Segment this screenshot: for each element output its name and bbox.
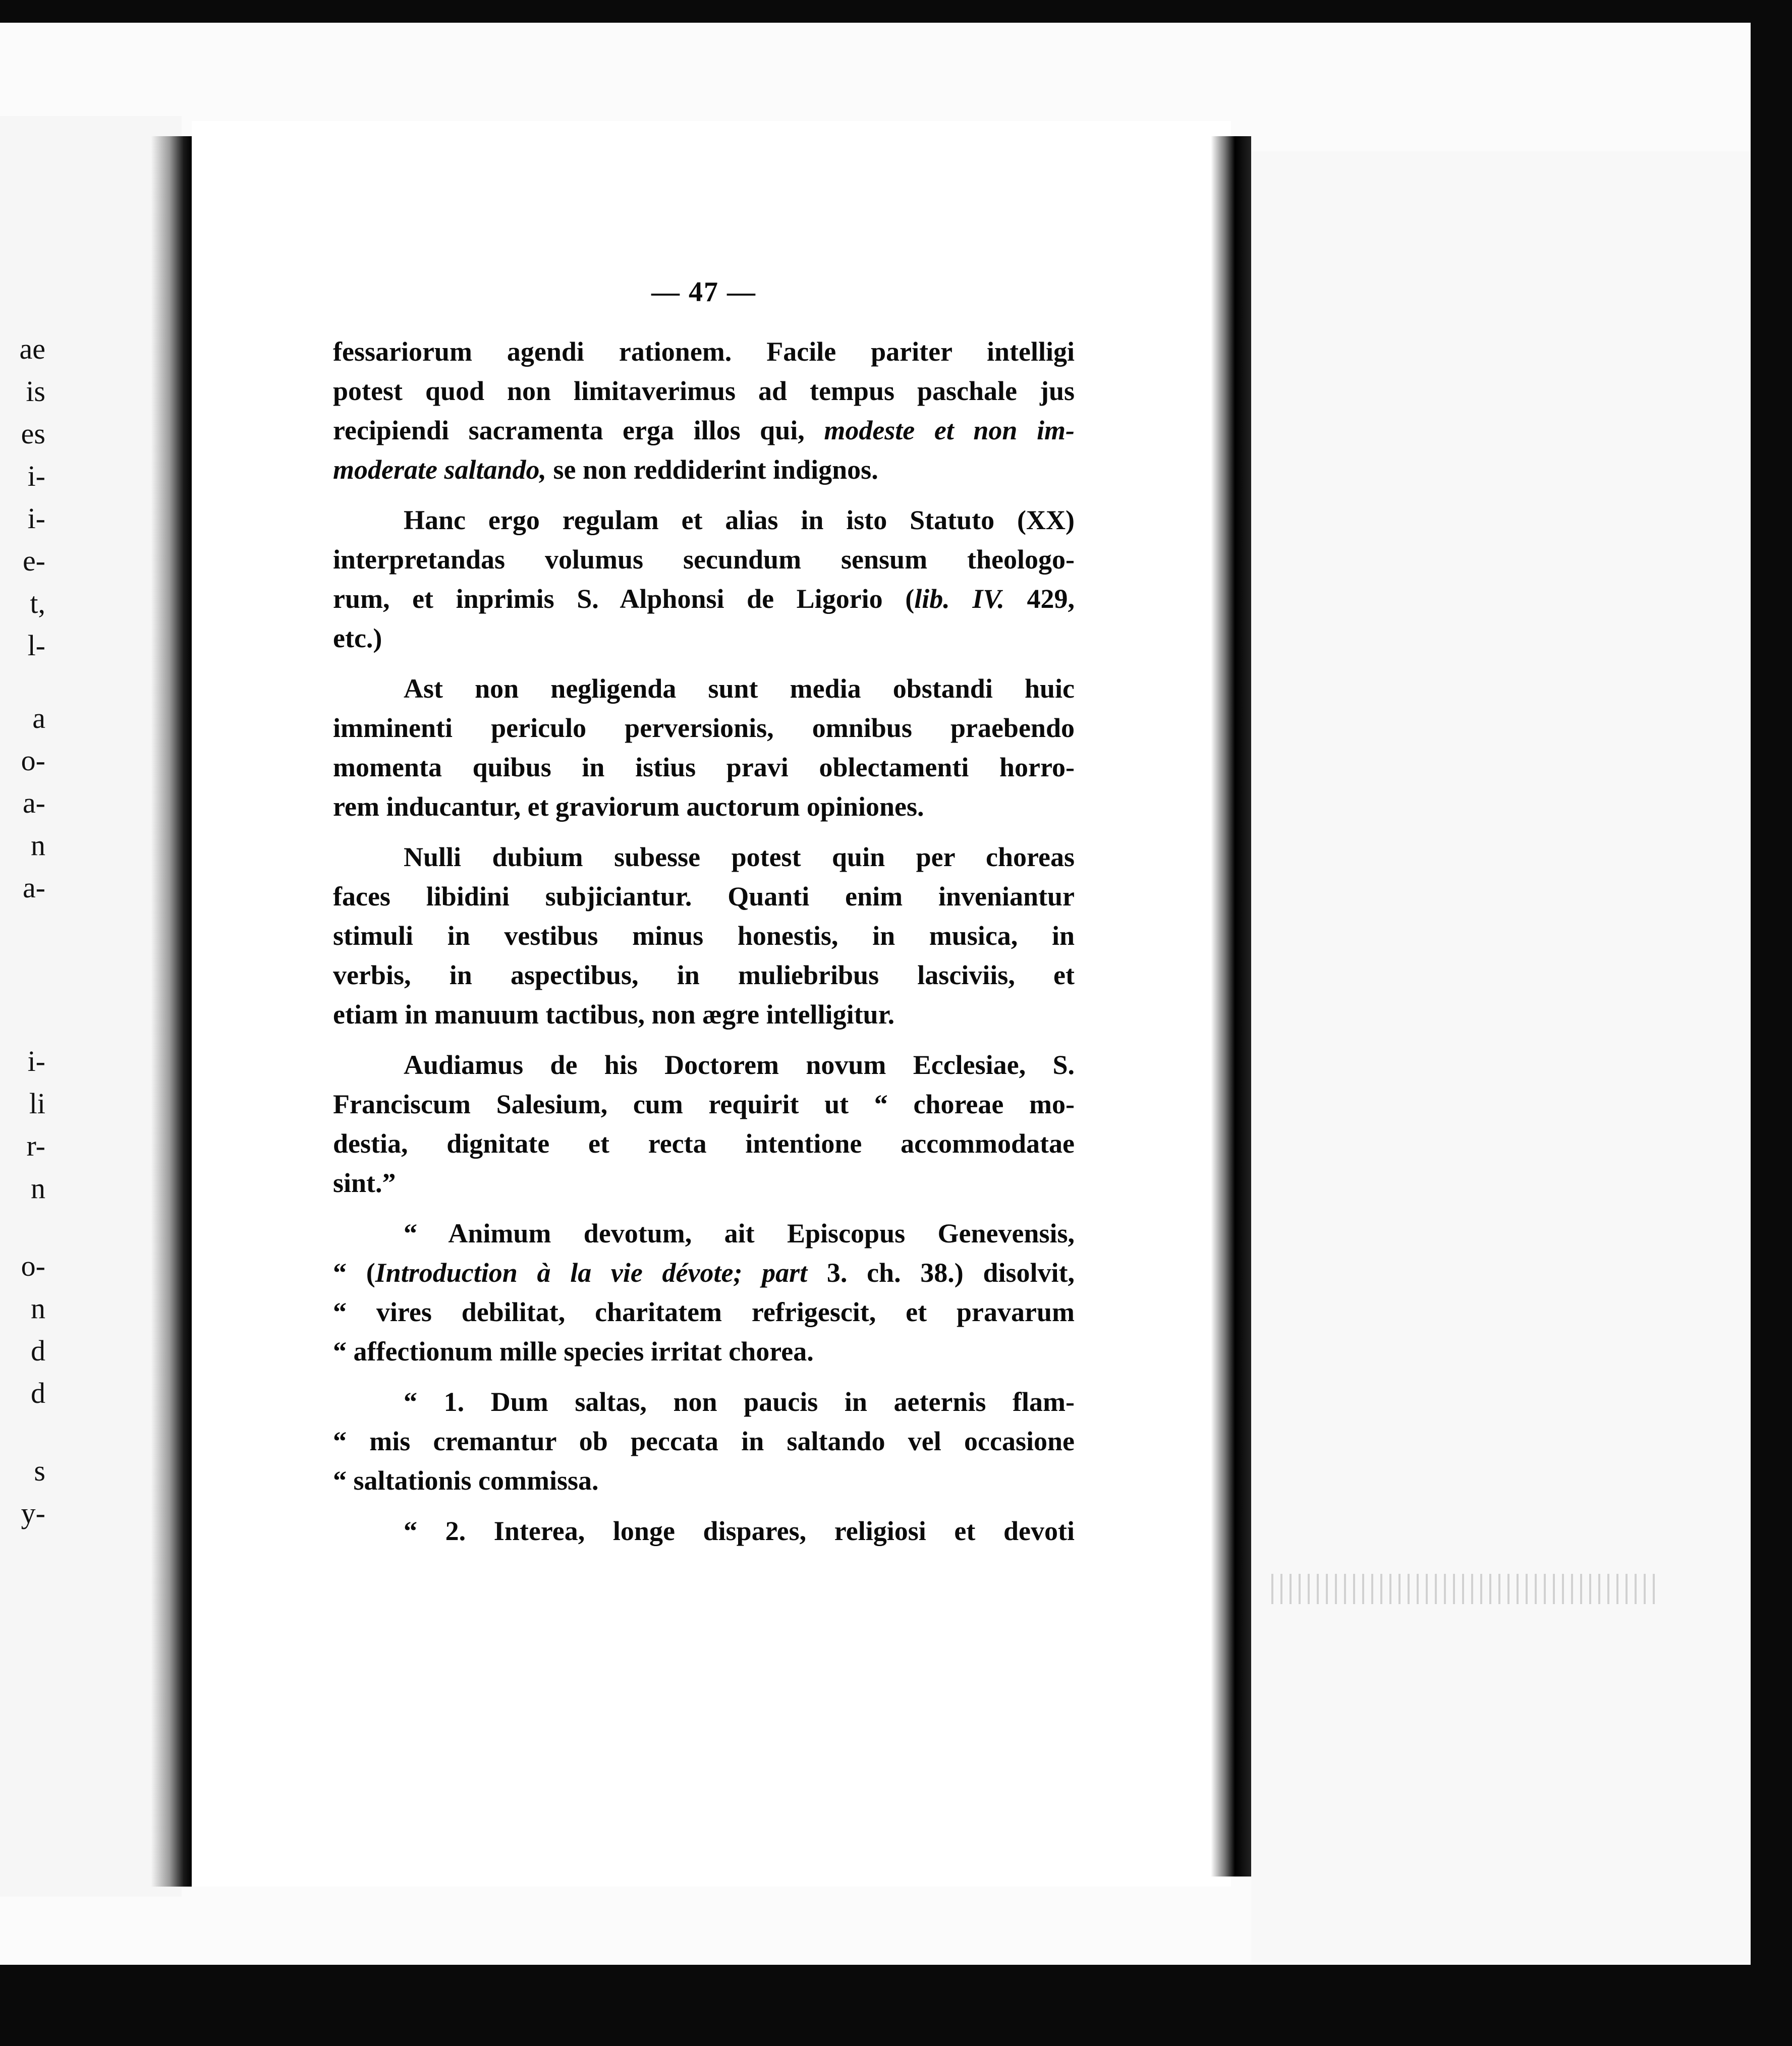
- left-fragment: o-: [21, 744, 45, 777]
- left-fragment: r-: [26, 1129, 45, 1162]
- text-run: recipiendi sacramenta erga illos qui,: [333, 415, 805, 445]
- paragraph: [333, 1045, 1075, 1203]
- left-fragment: i-: [27, 1045, 45, 1077]
- text-line: Audiamus de his Doctorem novum Ecclesiae, S.: [404, 1050, 1075, 1080]
- text-line: Franciscum Salesium, cum requirit ut “ choreae mo-: [333, 1089, 1075, 1119]
- left-fragment: li: [29, 1087, 45, 1120]
- left-fragment: y-: [21, 1497, 45, 1529]
- left-fragment: s: [34, 1454, 45, 1487]
- paragraph: [333, 500, 1075, 658]
- italic-run: modeste et non im-: [824, 415, 1075, 445]
- text-line: “ vires debilitat, charitatem refrigescit, et pravarum: [333, 1297, 1075, 1327]
- text-line: stimuli in vestibus minus honestis, in musica, in: [333, 921, 1075, 951]
- left-fragment: i-: [27, 502, 45, 535]
- text-line: verbis, in aspectibus, in muliebribus lasciviis, et: [333, 960, 1075, 990]
- text-line: faces libidini subjiciantur. Quanti enim inveniantur: [333, 881, 1075, 912]
- text-line: etc.): [333, 623, 382, 653]
- left-page-text-fragments: [0, 328, 45, 1534]
- page-gutter-shadow: [1211, 136, 1251, 1877]
- text-line: “ affectionum mille species irritat chorea.: [333, 1336, 814, 1367]
- left-fragment: ae: [19, 332, 45, 365]
- text-line: [333, 1253, 1075, 1292]
- text-line: Nulli dubium subesse potest quin per choreas: [404, 842, 1075, 872]
- text-line: “ mis cremantur ob peccata in saltando vel occasione: [333, 1426, 1075, 1456]
- text-run: “ (: [333, 1258, 375, 1288]
- page-number: — 47 —: [651, 276, 756, 308]
- left-fragment: a-: [22, 786, 45, 819]
- text-line: [333, 450, 1075, 489]
- left-fragment: a-: [22, 871, 45, 904]
- text-run: se non reddiderint indignos.: [553, 454, 878, 485]
- text-run: 429,: [1004, 584, 1075, 614]
- left-fragment: i-: [27, 460, 45, 492]
- text-line: “ Animum devotum, ait Episcopus Genevensis,: [404, 1218, 1075, 1248]
- left-fragment: t,: [30, 587, 45, 619]
- left-fragment: es: [21, 417, 45, 450]
- text-line: potest quod non limitaverimus ad tempus paschale jus: [333, 376, 1075, 406]
- left-fragment: d: [31, 1377, 45, 1409]
- text-line: “ 2. Interea, longe dispares, religiosi et devoti: [404, 1516, 1075, 1546]
- text-line: interpretandas volumus secundum sensum theologo-: [333, 544, 1075, 575]
- left-binding-shadow: [151, 136, 192, 1887]
- text-line: “ 1. Dum saltas, non paucis in aeternis flam-: [404, 1387, 1075, 1417]
- text-line: sint.”: [333, 1168, 396, 1198]
- text-line: “ saltationis commissa.: [333, 1465, 599, 1496]
- text-run: rum, et inprimis S. Alphonsi de Ligorio (: [333, 584, 915, 614]
- right-blank-leaf: [1251, 151, 1751, 1962]
- left-fragment: n: [31, 1172, 45, 1205]
- left-fragment: a: [32, 702, 45, 734]
- left-fragment: n: [31, 829, 45, 862]
- paragraph: [333, 837, 1075, 1034]
- left-fragment: is: [26, 375, 45, 408]
- left-fragment: d: [31, 1334, 45, 1367]
- paragraph: [333, 669, 1075, 826]
- paragraph: [333, 332, 1075, 489]
- text-run: 3. ch. 38.) disolvit,: [807, 1258, 1075, 1288]
- text-line: [333, 411, 1075, 450]
- page-text: [333, 272, 1075, 1562]
- italic-run: Introduction à la vie dévote; part: [375, 1258, 808, 1288]
- paragraph: [333, 1382, 1075, 1500]
- text-line: imminenti periculo perversionis, omnibus praebendo: [333, 713, 1075, 743]
- text-line: etiam in manuum tactibus, non ægre intelligitur.: [333, 999, 895, 1030]
- text-line: [333, 579, 1075, 618]
- bleed-through-dots: [1271, 1574, 1655, 1604]
- text-line: rem inducantur, et graviorum auctorum opiniones.: [333, 791, 924, 822]
- left-fragment: e-: [22, 544, 45, 577]
- text-line: Hanc ergo regulam et alias in isto Statuto (XX): [404, 505, 1075, 535]
- text-line: Ast non negligenda sunt media obstandi huic: [404, 673, 1075, 704]
- italic-run: lib. IV.: [914, 584, 1004, 614]
- text-line: momenta quibus in istius pravi oblectamenti horro-: [333, 752, 1075, 782]
- text-line: fessariorum agendi rationem. Facile pariter intelligi: [333, 336, 1075, 367]
- text-line: destia, dignitate et recta intentione accommodatae: [333, 1128, 1075, 1159]
- paragraph: [333, 1214, 1075, 1371]
- left-fragment: o-: [21, 1249, 45, 1282]
- left-fragment: l-: [27, 629, 45, 662]
- paragraph: [333, 1511, 1075, 1551]
- italic-run: moderate saltando,: [333, 454, 547, 485]
- left-fragment: n: [31, 1292, 45, 1325]
